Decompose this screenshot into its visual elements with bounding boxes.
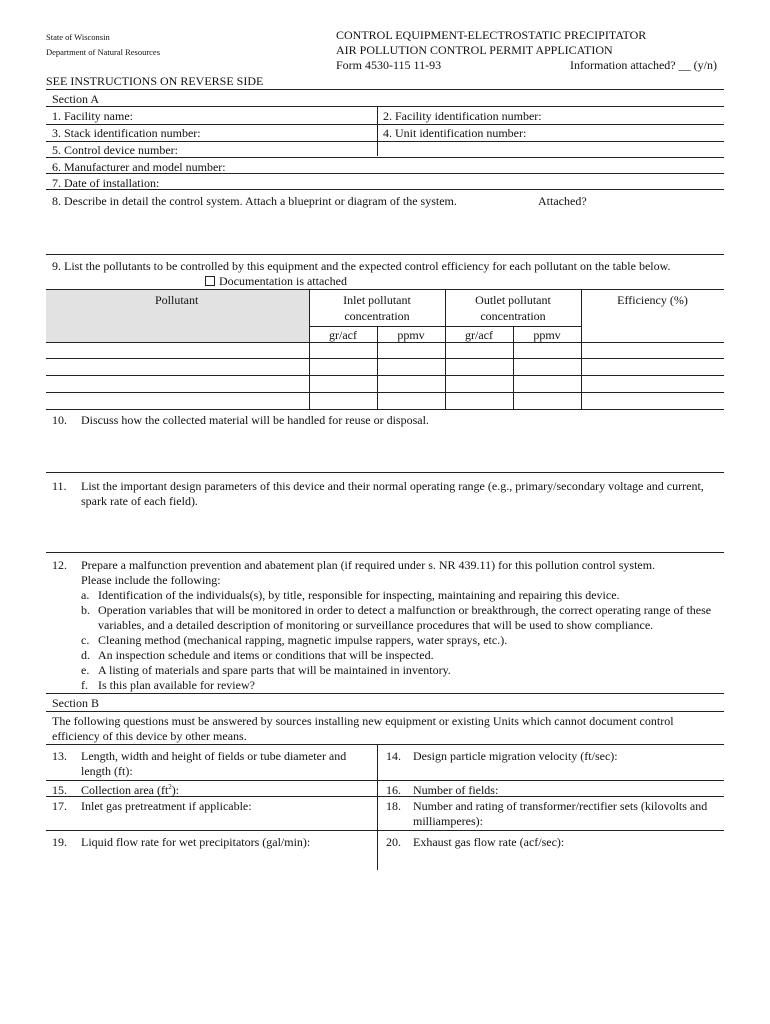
q12-number: 12. <box>52 558 67 572</box>
documentation-checkbox[interactable] <box>205 274 347 289</box>
divider <box>46 254 724 255</box>
q19-field[interactable]: Liquid flow rate for wet precipitators (gal/min): <box>81 835 311 849</box>
divider <box>46 693 724 694</box>
outlet-column-header: Outlet pollutant <box>475 293 551 307</box>
inlet-gr-unit: gr/acf <box>329 328 357 342</box>
outlet-column-header-2: concentration <box>480 309 546 323</box>
q15-label: Collection area (ft <box>81 783 169 797</box>
facility-name-field[interactable]: 1. Facility name: <box>52 109 133 123</box>
q12-item-f[interactable]: Is this plan available for review? <box>98 678 255 692</box>
q15-number: 15. <box>52 783 67 797</box>
divider <box>46 141 724 142</box>
divider <box>46 89 724 90</box>
q17-number: 17. <box>52 799 67 813</box>
q12-item-letter: b. <box>81 603 90 617</box>
divider <box>46 711 724 712</box>
q10-number: 10. <box>52 413 67 427</box>
q18-field[interactable]: Number and rating of transformer/rectifier sets (kilovolts and milliamperes): <box>413 799 708 828</box>
q20-field[interactable]: Exhaust gas flow rate (acf/sec): <box>413 835 565 849</box>
divider <box>46 744 724 745</box>
pollutant-column-header: Pollutant <box>155 293 199 307</box>
q12-item-letter: e. <box>81 663 90 677</box>
table-line <box>46 409 724 410</box>
control-device-number-field[interactable]: 5. Control device number: <box>52 143 178 157</box>
divider <box>377 744 378 870</box>
q16-field[interactable]: Number of fields: <box>413 783 499 797</box>
form-subtitle: AIR POLLUTION CONTROL PERMIT APPLICATION <box>336 43 613 57</box>
inlet-column-header: Inlet pollutant <box>343 293 411 307</box>
divider <box>377 106 378 156</box>
divider <box>46 173 724 174</box>
q14-number: 14. <box>386 749 401 763</box>
divider <box>46 780 724 781</box>
q12-item-letter: f. <box>81 678 88 692</box>
describe-control-system[interactable]: 8. Describe in detail the control system. Attach a blueprint or diagram of the system. <box>52 194 457 208</box>
documentation-label: Documentation is attached <box>219 274 347 288</box>
q11-text[interactable]: List the important design parameters of this device and their normal operating range (e.g., primary/secondary voltage and current, spark rate of each field). <box>81 479 704 508</box>
q12-item-letter: a. <box>81 588 90 602</box>
divider <box>46 472 724 473</box>
q12-item-c: Cleaning method (mechanical rapping, magnetic impulse rappers, water sprays, etc.). <box>98 633 508 647</box>
divider <box>46 106 724 107</box>
section-a-label: Section A <box>52 92 99 106</box>
q12-item-b: Operation variables that will be monitored in order to detect a malfunction or breakthrough, the correct operating range of these variables, and a detailed description of monitoring or surveillance procedures that will be used to show compliance. <box>98 603 712 632</box>
q12-item-letter: c. <box>81 633 90 647</box>
q11-number: 11. <box>52 479 67 493</box>
installation-date-field[interactable]: 7. Date of installation: <box>52 176 160 190</box>
inlet-column-header-2: concentration <box>344 309 410 323</box>
divider <box>46 189 724 190</box>
checkbox-icon[interactable] <box>205 276 215 286</box>
q17-field[interactable]: Inlet gas pretreatment if applicable: <box>81 799 252 813</box>
info-attached-field[interactable]: Information attached? __ (y/n) <box>570 58 717 72</box>
q13-field[interactable]: Length, width and height of fields or tube diameter and length (ft): <box>81 749 347 778</box>
q15-label-end: ): <box>171 783 180 797</box>
table-line <box>46 375 724 376</box>
state-name: State of Wisconsin <box>46 32 110 42</box>
form-number: Form 4530-115 11-93 <box>336 58 442 72</box>
q16-number: 16. <box>386 783 401 797</box>
q12-item-e: A listing of materials and spare parts that will be maintained in inventory. <box>98 663 451 677</box>
divider <box>46 796 724 797</box>
unit-id-field[interactable]: 4. Unit identification number: <box>383 126 527 140</box>
table-line <box>46 392 724 393</box>
pollutants-instruction: 9. List the pollutants to be controlled by this equipment and the expected control efficiency for each pollutant on the table below. <box>52 259 671 273</box>
efficiency-column-header: Efficiency (%) <box>617 293 688 307</box>
divider <box>46 157 724 158</box>
outlet-ppmv-unit: ppmv <box>533 328 561 342</box>
table-line <box>46 289 724 290</box>
stack-id-field[interactable]: 3. Stack identification number: <box>52 126 201 140</box>
q10-text[interactable]: Discuss how the collected material will be handled for reuse or disposal. <box>81 413 429 427</box>
q12-include: Please include the following: <box>81 573 221 587</box>
q19-number: 19. <box>52 835 67 849</box>
q12-item-letter: d. <box>81 648 90 662</box>
q14-field[interactable]: Design particle migration velocity (ft/sec): <box>413 749 618 763</box>
q18-number: 18. <box>386 799 401 813</box>
see-instructions: SEE INSTRUCTIONS ON REVERSE SIDE <box>46 74 264 88</box>
divider <box>46 124 724 125</box>
manufacturer-model-field[interactable]: 6. Manufacturer and model number: <box>52 160 226 174</box>
facility-id-field[interactable]: 2. Facility identification number: <box>383 109 542 123</box>
q13-number: 13. <box>52 749 67 763</box>
divider <box>46 552 724 553</box>
department-name: Department of Natural Resources <box>46 47 160 57</box>
inlet-ppmv-unit: ppmv <box>397 328 425 342</box>
table-line <box>46 358 724 359</box>
outlet-gr-unit: gr/acf <box>465 328 493 342</box>
q15-superscript: 2 <box>168 783 172 791</box>
section-b-intro: The following questions must be answered by sources installing new equipment or existing Units which cannot document control efficiency of this device by other means. <box>52 714 674 743</box>
q12-text[interactable]: Prepare a malfunction prevention and abatement plan (if required under s. NR 439.11) for this pollution control system. <box>81 558 656 572</box>
section-b-label: Section B <box>52 696 99 710</box>
attached-question[interactable]: Attached? <box>538 194 587 208</box>
divider <box>46 830 724 831</box>
form-title: CONTROL EQUIPMENT-ELECTROSTATIC PRECIPITATOR <box>336 28 647 42</box>
q12-item-d: An inspection schedule and items or conditions that will be inspected. <box>98 648 434 662</box>
q12-item-a: Identification of the individuals(s), by title, responsible for inspecting, maintaining and repairing this device. <box>98 588 620 602</box>
q20-number: 20. <box>386 835 401 849</box>
